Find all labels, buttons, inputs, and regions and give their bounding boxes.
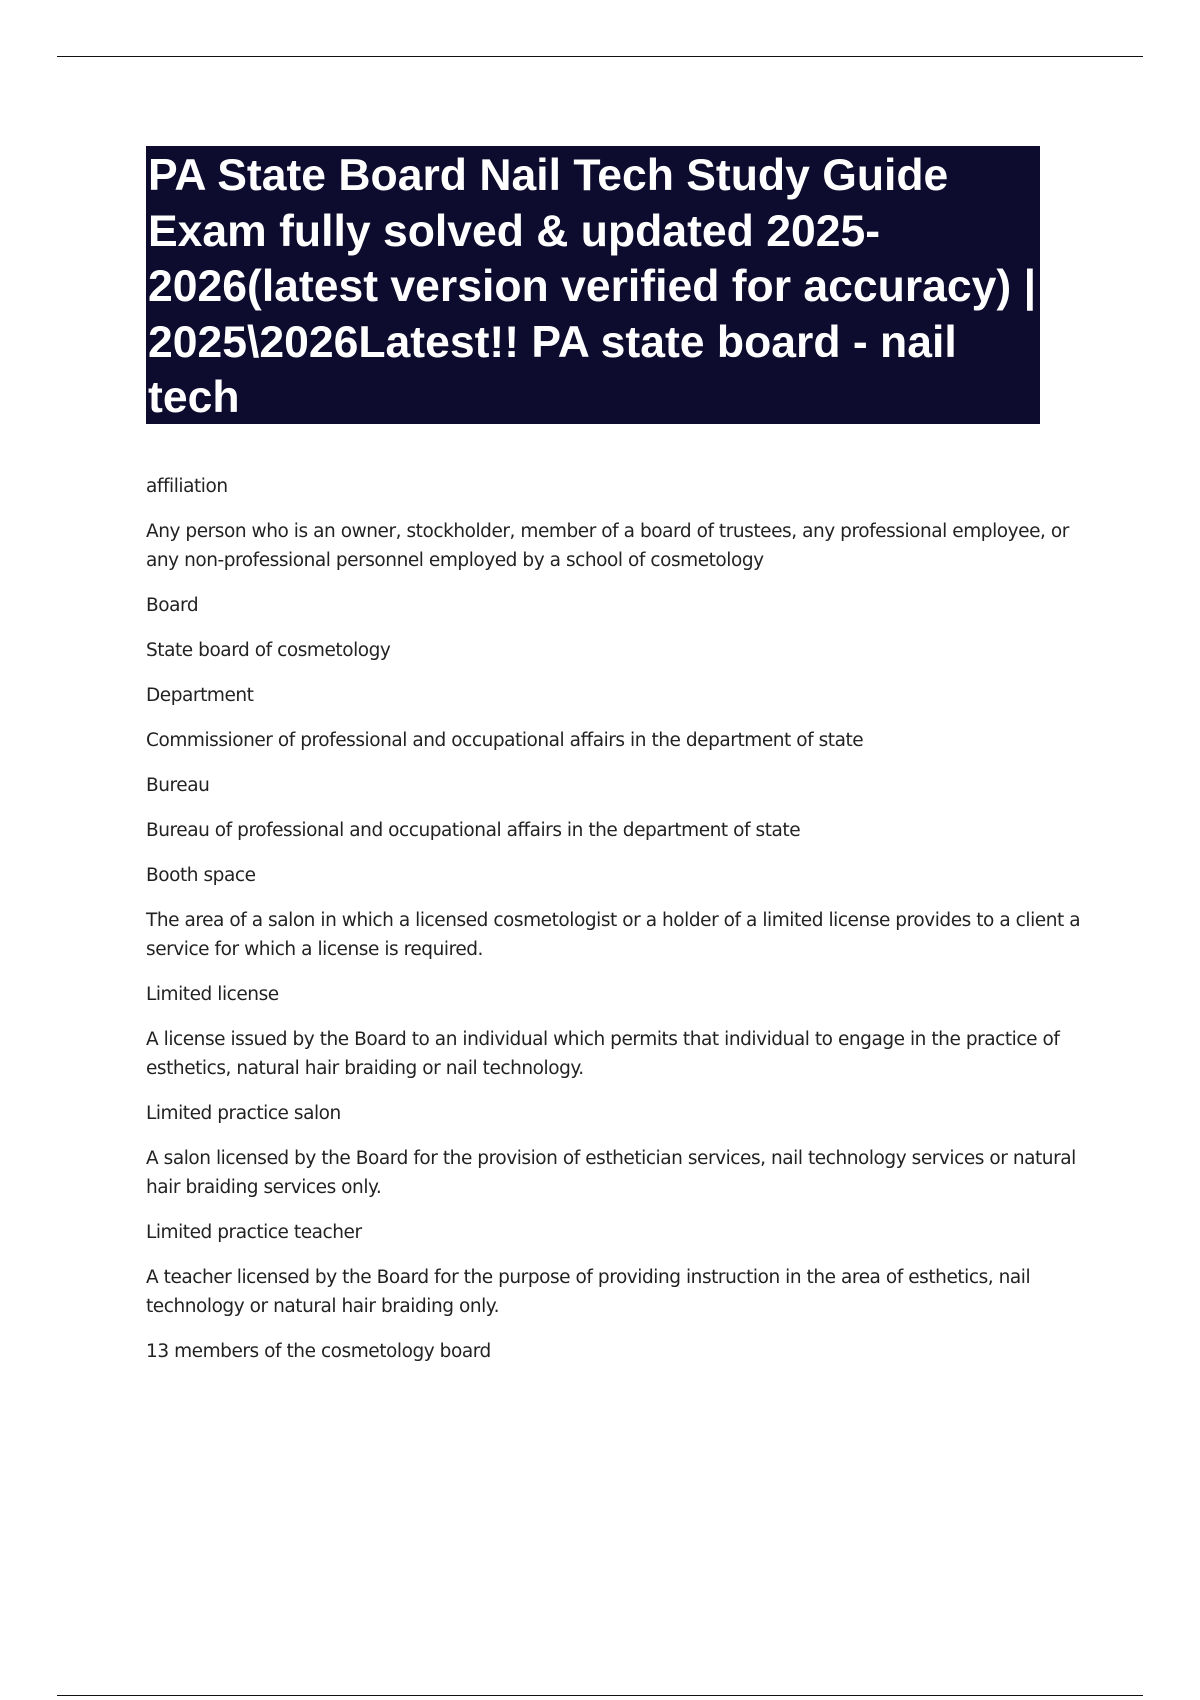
title-banner [146, 146, 1040, 424]
entry-definition: Commissioner of professional and occupational affairs in the department of state [146, 730, 864, 751]
entry-definition: Bureau of professional and occupational affairs in the department of state [146, 820, 801, 841]
entry-term: Board [146, 595, 199, 616]
entry [146, 1337, 1096, 1366]
entry [146, 771, 1096, 845]
document-title: PA State Board Nail Tech Study Guide Exam fully solved & updated 2025-2026(latest version verified for accuracy) | 2025\2026Latest!! PA state board - nail tech [148, 151, 1037, 422]
entry-definition: Any person who is an owner, stockholder, member of a board of trustees, any professional employee, or any non-professional personnel employed by a school of cosmetology [146, 521, 1069, 571]
entry-term: Booth space [146, 865, 256, 886]
entry-term: Department [146, 685, 254, 706]
top-rule [57, 56, 1143, 57]
entry [146, 1099, 1096, 1202]
entry-term: Limited license [146, 984, 279, 1005]
entry-definition: The area of a salon in which a licensed cosmetologist or a holder of a limited license provides to a client a service for which a license is required. [146, 910, 1081, 960]
entry-definition: State board of cosmetology [146, 640, 391, 661]
bottom-rule [57, 1695, 1143, 1696]
entry-term: affiliation [146, 476, 228, 497]
entry [146, 591, 1096, 665]
entry-term: 13 members of the cosmetology board [146, 1341, 491, 1362]
entry [146, 861, 1096, 964]
entry [146, 980, 1096, 1083]
entry-term: Limited practice salon [146, 1103, 341, 1124]
entry-term: Limited practice teacher [146, 1222, 362, 1243]
entry [146, 681, 1096, 755]
entry-definition: A teacher licensed by the Board for the purpose of providing instruction in the area of esthetics, nail technology or natural hair braiding only. [146, 1267, 1031, 1317]
entry [146, 472, 1096, 575]
entry-definition: A license issued by the Board to an individual which permits that individual to engage in the practice of esthetics, natural hair braiding or nail technology. [146, 1029, 1060, 1079]
entry-term: Bureau [146, 775, 210, 796]
study-guide-content [146, 472, 1096, 1382]
entry-definition: A salon licensed by the Board for the provision of esthetician services, nail technology services or natural hair braiding services only. [146, 1148, 1076, 1198]
entry [146, 1218, 1096, 1321]
